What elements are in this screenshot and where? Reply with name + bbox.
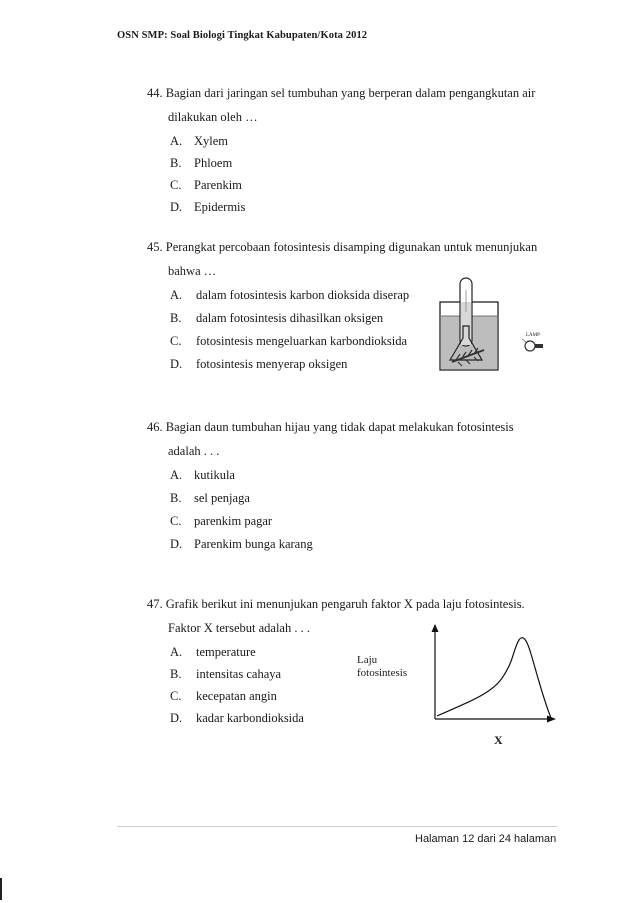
- question-45-option-a: [170, 288, 409, 303]
- option-text: parenkim pagar: [194, 514, 273, 528]
- option-letter: B.: [170, 667, 182, 681]
- photosynthesis-apparatus-figure: [438, 272, 558, 372]
- question-47-option-a: [170, 645, 256, 660]
- option-text: Epidermis: [194, 200, 246, 214]
- question-44-stem-cont: dilakukan oleh …: [168, 110, 258, 124]
- question-45-option-d: [170, 357, 347, 372]
- question-46-option-b: [170, 491, 250, 506]
- test-tube: [460, 278, 472, 346]
- question-44-option-d: [170, 200, 245, 215]
- option-text: intensitas cahaya: [196, 667, 282, 681]
- option-text: Parenkim: [194, 178, 242, 192]
- question-46-stem: 46. Bagian daun tumbuhan hijau yang tidak dapat melakukan fotosintesis: [147, 420, 514, 434]
- option-letter: B.: [170, 156, 182, 170]
- question-45-option-b: [170, 311, 383, 326]
- question-46-option-c: [170, 514, 272, 529]
- option-letter: C.: [170, 514, 182, 528]
- option-text: fotosintesis mengeluarkan karbondioksida: [196, 334, 408, 348]
- question-44-option-b: [170, 156, 232, 171]
- option-letter: D.: [170, 711, 183, 725]
- option-text: sel penjaga: [194, 491, 250, 505]
- option-text: fotosintesis menyerap oksigen: [196, 357, 348, 371]
- page-footer: Halaman 12 dari 24 halaman: [415, 833, 557, 845]
- lamp-icon: [522, 339, 543, 351]
- footer-divider: [117, 826, 557, 827]
- graph-y-label-line1: Laju: [357, 654, 378, 666]
- option-letter: B.: [170, 491, 182, 505]
- graph-y-axis: [432, 624, 439, 719]
- question-44-option-a: [170, 134, 228, 149]
- question-46-option-a: [170, 468, 235, 483]
- question-47-stem: 47. Grafik berikut ini menunjukan pengaruh faktor X pada laju fotosintesis.: [147, 597, 525, 611]
- graph-curve: [437, 638, 551, 718]
- option-text: Phloem: [194, 156, 233, 170]
- option-letter: A.: [170, 468, 183, 482]
- graph-x-label: X: [494, 733, 503, 747]
- question-47-stem-cont: Faktor X tersebut adalah . . .: [168, 621, 310, 635]
- question-47-option-c: [170, 689, 277, 704]
- question-44-option-c: [170, 178, 242, 193]
- question-47-option-d: [170, 711, 304, 726]
- question-45-stem: 45. Perangkat percobaan fotosintesis disamping digunakan untuk menunjukan: [147, 240, 538, 254]
- option-letter: A.: [170, 645, 183, 659]
- option-letter: A.: [170, 288, 183, 302]
- question-45-stem-cont: bahwa …: [168, 264, 217, 278]
- question-46-option-d: [170, 537, 313, 552]
- question-44-stem: 44. Bagian dari jaringan sel tumbuhan yang berperan dalam pengangkutan air: [147, 86, 536, 100]
- question-46-stem-cont: adalah . . .: [168, 444, 220, 458]
- graph-y-label: [357, 654, 407, 680]
- option-letter: C.: [170, 689, 182, 703]
- option-letter: A.: [170, 134, 183, 148]
- photosynthesis-graph: [425, 622, 560, 727]
- option-text: dalam fotosintesis dihasilkan oksigen: [196, 311, 384, 325]
- option-text: temperature: [196, 645, 256, 659]
- option-letter: D.: [170, 537, 183, 551]
- option-letter: C.: [170, 334, 182, 348]
- option-letter: D.: [170, 357, 183, 371]
- option-text: kecepatan angin: [196, 689, 277, 703]
- option-letter: D.: [170, 200, 183, 214]
- lamp-label: LAMP: [526, 333, 540, 338]
- document-header: OSN SMP: Soal Biologi Tingkat Kabupaten/Kota 2012: [117, 30, 368, 41]
- graph-y-label-line2: fotosintesis: [357, 667, 408, 679]
- option-letter: B.: [170, 311, 182, 325]
- graph-x-axis: [435, 716, 556, 723]
- question-47-option-b: [170, 667, 281, 682]
- question-45-option-c: [170, 334, 407, 349]
- option-text: kadar karbondioksida: [196, 711, 304, 725]
- scan-edge-mark: [0, 878, 2, 900]
- option-text: Xylem: [194, 134, 229, 148]
- option-text: dalam fotosintesis karbon dioksida diserap: [196, 288, 410, 302]
- option-text: Parenkim bunga karang: [194, 537, 313, 551]
- option-text: kutikula: [194, 468, 235, 482]
- option-letter: C.: [170, 178, 182, 192]
